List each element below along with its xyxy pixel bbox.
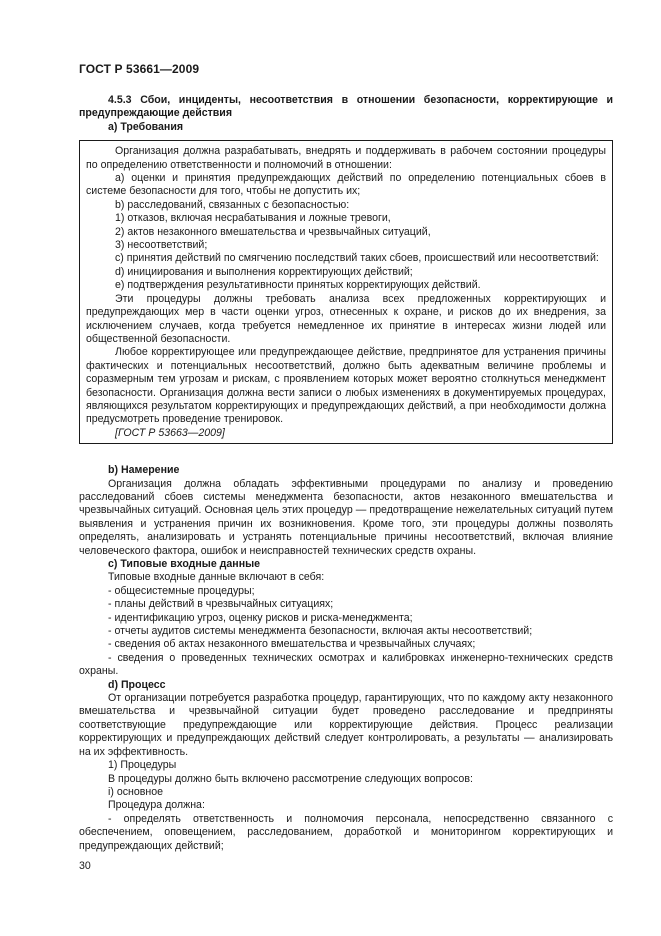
list-item: - отчеты аудитов системы менеджмента безопасности, включая акты несоответствий; <box>108 625 533 638</box>
document-body <box>79 94 613 853</box>
list-item: - определять ответственность и полномочия персонала, непосредственно связанного с обеспечением, оповещением, расследованием, доработкой и мониторингом корректирующих и предупреждающих действий; <box>79 812 613 852</box>
subsection-c-intro: Типовые входные данные включают в себя: <box>108 571 325 584</box>
subsection-b-text: Организация должна обладать эффективными процедурами по анализу и проведению расследований сбоев системы менеджмента безопасности, актов незаконного вмешательства и чрезвычайных ситуаций. Основная цель этих процедур — предотвращение нежелательных ситуаций путем выявления и устранения причин их возникновения. Кроме того, эти процедуры должны позволять определять, анализировать и устранять потенциальные причины несоответствий, включая влияние человеческого фактора, ошибок и неисправностей технических средств охраны. <box>79 477 613 557</box>
procedures-title: 1) Процедуры <box>108 759 177 772</box>
box-para-1: Организация должна разрабатывать, внедрять и поддерживать в рабочем состоянии процедуры по определению ответственности и полномочий в отношении: <box>86 145 606 171</box>
box-item-b: b) расследований, связанных с безопасностью: <box>115 198 350 211</box>
list-item: - планы действий в чрезвычайных ситуациях; <box>108 598 334 611</box>
box-item-e: e) подтверждения результативности принятых корректирующих действий. <box>115 279 481 292</box>
list-item: - идентификацию угроз, оценку рисков и риска-менеджмента; <box>108 611 413 624</box>
box-item-b3: 3) несоответствий; <box>115 239 208 252</box>
procedure-must: Процедура должна: <box>108 799 205 812</box>
box-item-b2: 2) актов незаконного вмешательства и чрезвычайных ситуаций, <box>115 225 431 238</box>
section-heading: 4.5.3 Сбои, инциденты, несоответствия в отношении безопасности, корректирующие и предупреждающие действия <box>79 94 613 120</box>
list-item: - сведения о проведенных технических осмотрах и калибровках инженерно-технических средств охраны. <box>79 651 613 678</box>
box-para-2: Эти процедуры должны требовать анализа всех предложенных корректирующих и предупреждающих мер в части оценки угроз, отнесенных к охране, и рисков до их внедрения, за исключением случаев, когда требуется немедленное их принятие в интересах жизни людей или общественной безопасности. <box>86 292 606 345</box>
page-number: 30 <box>79 860 91 872</box>
subsection-c-title: c) Типовые входные данные <box>108 558 261 570</box>
requirements-box <box>79 140 613 444</box>
box-item-c: c) принятия действий по смягчению последствий таких сбоев, происшествий или несоответствий: <box>115 252 599 265</box>
box-item-d: d) инициирования и выполнения корректирующих действий; <box>115 265 413 278</box>
document-header: ГОСТ Р 53661—2009 <box>79 62 200 76</box>
subsection-a-title: a) Требования <box>108 120 184 133</box>
procedures-text: В процедуры должно быть включено рассмотрение следующих вопросов: <box>108 772 473 785</box>
list-item: - общесистемные процедуры; <box>108 584 255 597</box>
box-item-a: a) оценки и принятия предупреждающих действий по определению потенциальных сбоев в системе безопасности для того, чтобы не допустить их; <box>86 172 606 198</box>
subsection-b-title: b) Намерение <box>108 464 180 477</box>
box-item-b1: 1) отказов, включая несрабатывания и ложные тревоги, <box>115 212 391 225</box>
subsection-d-text: От организации потребуется разработка процедур, гарантирующих, что по каждому акту незаконного вмешательства и чрезвычайной ситуации будет проведено расследование и предприняты соответствующие предупреждающие или корректирующие действия. Процесс реализации корректирующих и предупреждающих действий следует контролировать, а результаты — анализировать на их эффективность. <box>79 692 613 758</box>
box-para-3: Любое корректирующее или предупреждающее действие, предпринятое для устранения причины фактических и потенциальных несоответствий, должно быть адекватным величине проблемы и соразмерным тем угрозам и рискам, с проявлением которых может вероятно столкнуться менеджмент безопасности. Организация должна вести записи о любых изменениях в документируемых процедурах, являющихся результатом корректирующих и предупреждающих действий, а при необходимости должна предусмотреть проведение тренировок. <box>86 346 606 426</box>
box-reference: [ГОСТ Р 53663—2009] <box>115 426 225 439</box>
basic-title: i) основное <box>108 785 164 798</box>
list-item: - сведения об актах незаконного вмешательства и чрезвычайных случаях; <box>108 638 476 651</box>
subsection-d-title: d) Процесс <box>108 678 166 691</box>
